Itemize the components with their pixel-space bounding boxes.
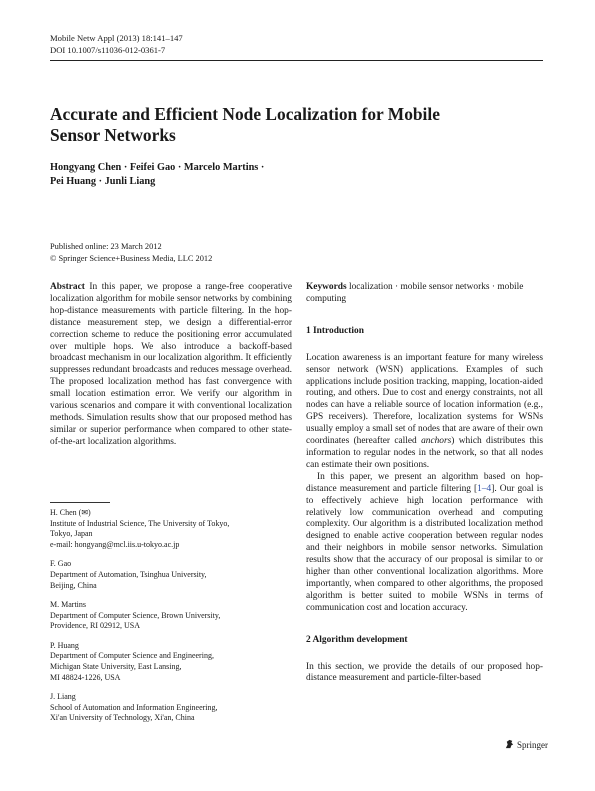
affiliation-line: Tokyo, Japan: [50, 529, 93, 539]
doi: DOI 10.1007/s11036-012-0361-7: [50, 44, 166, 55]
affiliation-line: Department of Computer Science and Engineering,: [50, 651, 214, 661]
copyright: © Springer Science+Business Media, LLC 2012: [50, 253, 213, 263]
affiliation-line: MI 48824-1226, USA: [50, 672, 121, 682]
section-heading-algorithm: 2 Algorithm development: [306, 634, 408, 645]
affiliation-name: H. Chen (✉): [50, 508, 91, 517]
running-header: [50, 33, 183, 56]
footnote-rule: [50, 502, 110, 503]
algorithm-paragraph-1: In this section, we provide the details of our proposed hop-distance measurement and particle-filter-based: [306, 661, 543, 684]
keywords-label: Keywords: [306, 282, 347, 292]
keywords: [306, 282, 543, 306]
springer-logo: [504, 739, 548, 750]
authors-line-1: Hongyang Chen · Feifei Gao · Marcelo Martins ·: [50, 162, 265, 173]
section-heading-introduction: 1 Introduction: [306, 325, 364, 336]
affiliation-line: School of Automation and Information Engineering,: [50, 702, 218, 712]
affiliation-name: J. Liang: [50, 691, 76, 701]
keywords-text: localization · mobile sensor networks · mobile computing: [306, 282, 524, 304]
affiliations: [50, 508, 290, 732]
affiliation-line: Beijing, China: [50, 580, 97, 590]
affiliation-gao: [50, 559, 290, 591]
affiliation-chen: [50, 508, 290, 551]
abstract-text: In this paper, we propose a range-free cooperative localization algorithm for mobile sensor networks by combining hop-distance measurements with particle filtering. In the hop-distance measurement step, we design a differential-error correction scheme to reduce the positioning error accumulated over multiple hops. We also introduce a backoff-based broadcast mechanism in our localization algorithm. It efficiently suppresses redundant broadcasts and reduces message overhead. The proposed localization method has fast convergence with small location estimation error. We verify our algorithm in various scenarios and compare it with conventional localization methods. Simulation results show that our proposed method has similar or superior performance when compared to other state-of-the-art localization algorithms.: [50, 282, 292, 447]
right-column: [306, 282, 543, 685]
intro-paragraph-2: In this paper, we present an algorithm based on hop-distance measurement and particle filtering [1–4]. Our goal is to effectively achieve high location performance with relatively low communication overhead and computing complexity. Our algorithm is a distributed localization method designed to enable active cooperation between regular nodes and their neighbors in mobile sensor networks. Simulation results show that the accuracy of our proposal is similar to or higher than other conventional localization algorithms. More importantly, when compared to other algorithms, the proposed algorithm is better suited to mobile WSNs in terms of communication cost and location accuracy.: [306, 471, 543, 613]
affiliation-line: Providence, RI 02912, USA: [50, 621, 140, 631]
publication-info: [50, 241, 212, 264]
affiliation-email[interactable]: e-mail: hongyang@mcl.iis.u-tokyo.ac.jp: [50, 540, 180, 550]
author-list: [50, 161, 350, 189]
header-rule: [50, 60, 543, 61]
abstract-label: Abstract: [50, 282, 85, 292]
affiliation-name: P. Huang: [50, 640, 79, 650]
affiliation-line: Xi'an University of Technology, Xi'an, China: [50, 713, 195, 723]
affiliation-line: Department of Computer Science, Brown University,: [50, 610, 221, 620]
affiliation-name: F. Gao: [50, 559, 72, 569]
affiliation-line: Department of Automation, Tsinghua University,: [50, 570, 207, 580]
affiliation-line: Institute of Industrial Science, The University of Tokyo,: [50, 518, 230, 528]
affiliation-line: Michigan State University, East Lansing,: [50, 661, 182, 671]
published-date: Published online: 23 March 2012: [50, 242, 162, 251]
affiliation-name: M. Martins: [50, 599, 86, 609]
journal-citation: Mobile Netw Appl (2013) 18:141–147: [50, 33, 183, 43]
abstract: [50, 282, 292, 449]
affiliation-huang: [50, 641, 290, 684]
affiliation-martins: [50, 600, 290, 632]
intro-paragraph-1: Location awareness is an important feature for many wireless sensor network (WSN) applications. Examples of such applications include position tracking, mapping, location-aided routing, and others. Due to cost and energy constraints, not all nodes can have a reliable source of location information (e.g., GPS receivers). Therefore, localization systems for WSNs usually employ a small set of nodes that are aware of their own coordinates (hereafter called anchors) which distributes this information to regular nodes in the network, so that all nodes can estimate their own positions.: [306, 352, 543, 470]
springer-wordmark: Springer: [517, 739, 548, 750]
affiliation-liang: [50, 692, 290, 724]
springer-horse-icon: [504, 739, 515, 750]
paper-title: Accurate and Efficient Node Localization for Mobile Sensor Networks: [50, 104, 440, 145]
authors-line-2: Pei Huang · Junli Liang: [50, 176, 156, 187]
citation-link[interactable]: 1–4: [477, 483, 492, 494]
